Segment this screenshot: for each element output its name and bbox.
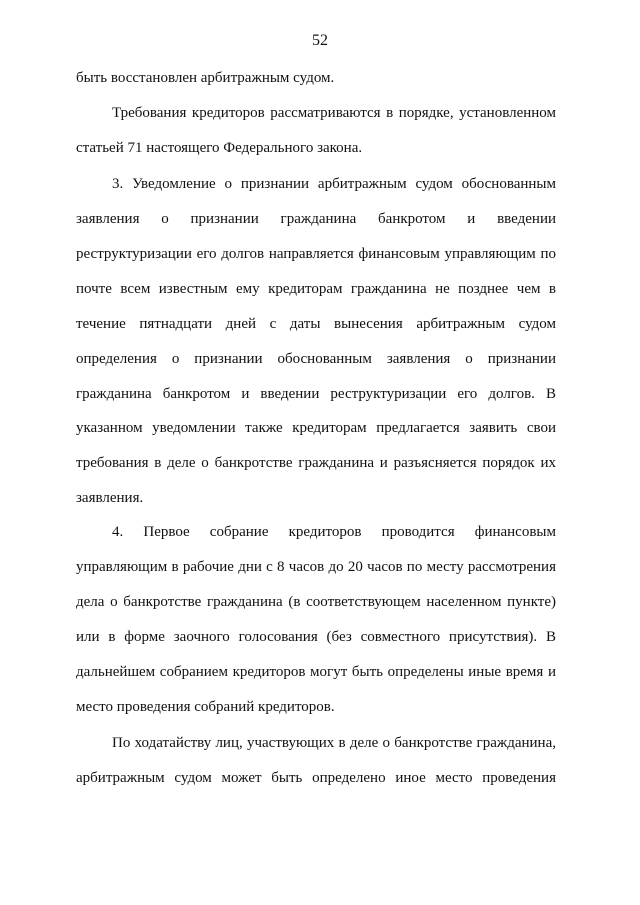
text-line: 4. Первое собрание кредиторов проводится финансовым [112,524,556,540]
text-line: статьей 71 настоящего Федерального закона. [76,140,363,156]
text-line: почте всем известным ему кредиторам гражданина не позднее чем в [76,281,556,297]
text-line: управляющим в рабочие дни с 8 часов до 20 часов по месту рассмотрения [76,559,556,575]
text-line: заявления. [76,490,144,506]
text-line: реструктуризации его долгов направляется финансовым управляющим по [76,246,556,262]
text-line: определения о признании обоснованным заявления о признании [76,351,556,367]
text-line: место проведения собраний кредиторов. [76,699,335,715]
text-line: заявления о признании гражданина банкротом и введении [76,211,556,227]
page-number: 52 [312,32,328,49]
text-line: гражданина банкротом и введении реструктуризации его долгов. В [76,386,556,402]
text-line: быть восстановлен арбитражным судом. [76,70,335,86]
text-line: дела о банкротстве гражданина (в соответствующем населенном пункте) [76,594,556,610]
text-line: Требования кредиторов рассматриваются в порядке, установленном [112,105,556,121]
text-line: требования в деле о банкротстве гражданина и разъясняется порядок их [76,455,556,471]
text-line: указанном уведомлении также кредиторам предлагается заявить свои [76,420,556,436]
text-line: дальнейшем собранием кредиторов могут быть определены иные время и [76,664,556,680]
text-line: 3. Уведомление о признании арбитражным судом обоснованным [112,176,556,192]
text-line: По ходатайству лиц, участвующих в деле о банкротстве гражданина, [112,735,556,751]
text-line: течение пятнадцати дней с даты вынесения арбитражным судом [76,316,556,332]
text-line: арбитражным судом может быть определено иное место проведения [76,770,556,786]
text-line: или в форме заочного голосования (без совместного присутствия). В [76,629,556,645]
